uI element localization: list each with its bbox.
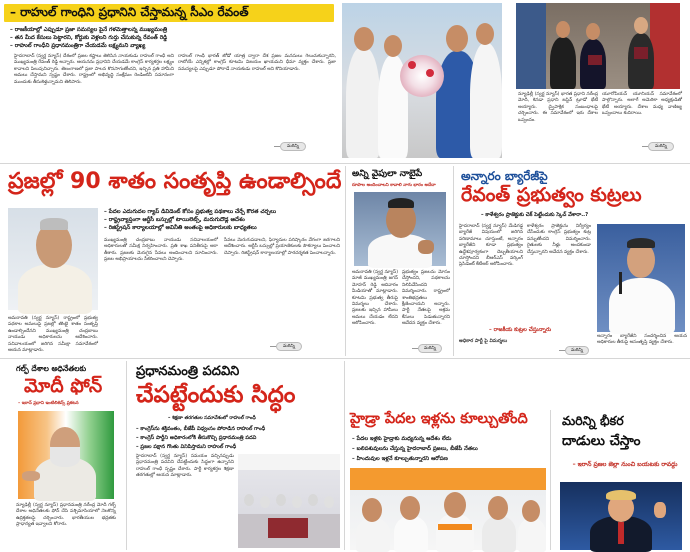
story-headline: హైడ్రా పేదల ఇళ్లను కూల్చుతోంది bbox=[350, 411, 528, 427]
story-body-col2: యూరోపియన్ యూనియన్ సమావేశంలో పాల్గొన్నారు. అలాగే అమెరికా అధ్యక్షుడితో భేటీ అయ్యారు. దేశాల మధ్య వాణిజ్య ఒప్పందాలు కుదిరాయి. bbox=[602, 92, 682, 117]
photo-ktr bbox=[597, 224, 685, 332]
divider bbox=[126, 361, 127, 550]
story-revanth-rahul bbox=[0, 0, 338, 162]
story-subheadline: – ఇరాన్ ప్రధాని ఇంటిలిజెన్స్ ప్రకటన bbox=[18, 401, 79, 406]
story-headline: ప్రజల్లో 90 శాతం సంతృప్తి ఉండాల్సిందే bbox=[8, 169, 342, 194]
story-modi-phone bbox=[0, 361, 126, 550]
story-headline: – రాహుల్ గాంధిని ప్రధానిని చేస్తామన్న సీఎం రేవంత్ bbox=[10, 5, 249, 19]
read-more-button[interactable]: మరిన్ని bbox=[648, 142, 674, 151]
story-body-col1: హైదరాబాద్ (స్వర్ణ న్యూస్) మేడిగడ్డ బ్యారేజీ విషయంలో జరిగిన పరిణామాలు చూస్తుంటే, అన్నారం బ్యారేజీని కూడా ప్రభుత్వం ఉద్దేశపూర్వకంగా దెబ్బతీయాలని చూస్తోందని బీఆర్ఎస్ వర్కింగ్ ప్రెసిడెంట్ కేటీఆర్ ఆరోపించారు. bbox=[459, 224, 523, 268]
story-body: న్యూఢిల్లీ (స్వర్ణ న్యూస్) ప్రధానమంత్రి నరేంద్ర మోదీ గల్ఫ్ దేశాల అధినేతలకు ఫోన్ చేసి పశ్చిమాసియాలో నెలకొన్న ఉద్రిక్తతలపై చర్చించారు. భారతీయుల భద్రతకు ప్రాధాన్యత ఇవ్వాలని కోరారు. bbox=[16, 503, 116, 528]
story-kicker: మరిన్ని భీకర bbox=[562, 413, 624, 428]
read-more-button[interactable]: మరిన్ని bbox=[276, 342, 302, 351]
story-headline-bar bbox=[4, 4, 334, 22]
story-headline: దాడులు చేస్తాం bbox=[562, 433, 641, 449]
divider bbox=[550, 410, 551, 550]
divider bbox=[453, 166, 454, 356]
story-rahul-pm bbox=[128, 361, 344, 550]
story-bullet: – రిజిస్ట్రేషన్ కార్యాలయాల్లో అవినీతి అంతంపై అధికారులకు బాధ్యతలు bbox=[104, 225, 257, 231]
read-more-button[interactable]: మరిన్ని bbox=[280, 142, 306, 151]
story-subheadline: – శిక్షణా తరగతుల సమావేశంలో రాహుల్ గాంధీ bbox=[168, 416, 256, 421]
story-headline: రేవంత్ ప్రభుత్వం కుట్రలు bbox=[461, 184, 642, 206]
photo-rahul-meeting bbox=[238, 454, 340, 548]
divider bbox=[0, 358, 690, 359]
story-bullet: – తన మీద కేసులు పెట్టారని, కోర్టుకు వెళ్లలని గుర్తు చేసుకున్న రేవంత్ రెడ్డి bbox=[10, 35, 168, 41]
photo-modi-meeting bbox=[516, 3, 680, 89]
story-subheadline: – ఇరాన్ ప్రజల జెల్లా నుంచి బయటకు రావద్దు bbox=[572, 461, 678, 468]
story-bullet: – రాహుల్ గాంధీని ప్రధానమంత్రిగా చేయడమే లక్ష్యమని వ్యాఖ్య bbox=[10, 43, 146, 49]
story-body-col1: అమరావతి (స్వర్ణ న్యూస్) మాజీ ముఖ్యమంత్రి జగన్ మోహన్ రెడ్డి ఆదివారం మీడియాతో మాట్లాడారు. కూటమి ప్రభుత్వ తీరుపై విమర్శలు చేశారు. ప్రజలకు ఇచ్చిన హామీలు అమలు చేయడం లేదని ఆరోపించారు. bbox=[352, 270, 398, 327]
story-bullet: – రాజకీయాల్లో ఎప్పుడూ ప్రజా సమస్యల పైనే గళమెత్తాలన్న ముఖ్యమంత్రి bbox=[10, 27, 168, 33]
divider bbox=[344, 361, 345, 550]
story-body: హైదరాబాద్ (స్వర్ణ న్యూస్) సమయం వచ్చినప్పుడు ప్రధానమంత్రి పదవిని చేపట్టేందుకు సిద్ధంగా ఉన్నానని రాహుల్ గాంధీ స్పష్టం చేశారు. పార్టీ కార్యకర్తల శిక్షణా తరగతుల్లో ఆయన మాట్లాడారు. bbox=[136, 454, 234, 479]
story-body-col2: కాళేశ్వరం ప్రాజెక్టును నిర్వీర్యం చేసేందుకు కాంగ్రెస్ ప్రభుత్వం కుట్ర పన్నుతోందని విమర్శించారు. రైతులకు నీళ్లు అందకుండా చేస్తున్నారని ఆవేదన వ్యక్తం చేశారు. bbox=[527, 224, 591, 255]
story-chandrababu bbox=[0, 166, 345, 356]
story-tag-secondary: అధికార పార్టీ పై విమర్శలు bbox=[459, 339, 508, 344]
story-bullet: – హిందువుల ఇళ్లనే కూల్చుతున్నారని ఆరోపణ bbox=[352, 456, 448, 462]
story-body-col2: ముఖ్యమంత్రి చంద్రబాబు నాయుడు సచివాలయంలో అధికారులతో సమీక్ష నిర్వహించారు. ప్రతి శాఖ పనితీరుపై ఆరా తీశారు. ప్రజలకు మెరుగైన సేవలు అందించాలని సూచించారు. ప్రజల అభిప్రాయాలను సేకరించాలని చెప్పారు. bbox=[104, 238, 218, 263]
photo-modi bbox=[18, 411, 114, 499]
read-more-button[interactable]: మరిన్ని bbox=[418, 344, 442, 353]
photo-revanth-rahul bbox=[342, 3, 502, 158]
story-bullet: – బలిపశువులను చేస్తున్న హైదరాబాద్ ప్రజలు, బీజేపీ నేతలు bbox=[352, 446, 478, 452]
photo-chandrababu bbox=[8, 208, 98, 310]
story-kicker: గల్ఫ్ దేశాల అధినేతలకు bbox=[16, 364, 87, 373]
story-iran-attacks bbox=[552, 410, 690, 550]
story-body-col3: సేవలు మెరుగుపడాలని, ఫిర్యాదుల పరిష్కారం వేగంగా జరగాలని ఆదేశించారు. ఆర్టీసీ బస్సుల్లో ప్రయాణికులకు సౌకర్యాలు పెంచాలని చెప్పారు. రిజిస్ట్రేషన్ కార్యాలయాల్లో పారదర్శకత పెంచాలన్నారు. bbox=[224, 238, 340, 256]
story-bullet: – ప్రజల పక్షాన గొంతు వినిపిస్తామని రాహుల్ గాంధీ bbox=[136, 444, 237, 450]
story-headline: చేపట్టేందుకు సిద్ధం bbox=[136, 382, 296, 408]
story-jagan bbox=[348, 166, 452, 356]
story-bullet: – కాంగ్రెస్‌ను శక్తివంతం, బీజేపీ విధ్వంసం పోరాడిన రాహుల్ గాంధీ bbox=[136, 426, 266, 432]
story-body-col2: రాహుల్ గాంధీ భారత్ జోడో యాత్ర ద్వారా దేశ ప్రజల మనసులు గెలుచుకున్నారని, రాబోయే ఎన్నికల్లో కాంగ్రెస్ కూటమి విజయం ఖాయమని ధీమా వ్యక్తం చేశారు. ప్రజా సమస్యలపై ఎప్పుడూ పోరాడే నాయకుడు రాహుల్ అని కొనియాడారు. bbox=[178, 54, 336, 72]
story-body-col1: అమరావతి (స్వర్ణ న్యూస్) రాష్ట్రంలో ప్రభుత్వ పథకాల అమలుపై ప్రజల్లో తొంభై శాతం సంతృప్తి ఉండాల్సిందేనని ముఖ్యమంత్రి చంద్రబాబు నాయుడు అధికారులను ఆదేశించారు. సచివాలయంలో జరిగిన సమీక్షా సమావేశంలో ఆయన మాట్లాడారు. bbox=[8, 316, 98, 354]
read-more-button[interactable]: మరిన్ని bbox=[565, 346, 589, 355]
story-subheadline: – కాళేశ్వరం ప్రాజెక్టుకు చెక్ పెట్టేందుకు స్కెచ్ వేశారా..? bbox=[481, 212, 589, 218]
story-bullet: – కాంగ్రెస్ పార్టీని అధికారంలోకి తీసుకొచ్చి ప్రధానమంత్రి పదవి bbox=[136, 435, 257, 441]
story-subkicker: రూపాల అందించాలని కావాలి నాగు భారం అదేదా bbox=[352, 183, 436, 188]
story-kicker: అన్నారం బ్యారేజీపై bbox=[461, 169, 548, 183]
story-bullet: – రాష్ట్రవ్యాప్తంగా ఆర్టీసీ బస్సుల్లో టాయిలెట్స్, మరుగుదొడ్ల ఆదేశం bbox=[104, 217, 245, 223]
divider bbox=[345, 166, 346, 356]
story-kicker: అన్ని వైపులా నాబైపే bbox=[352, 169, 423, 179]
story-body-col2: ప్రభుత్వం ప్రజలను మోసం చేస్తోందని, పథకాలను నిలిపివేసిందని విమర్శించారు. రాష్ట్రంలో శాంతిభద్రతలు క్షీణించాయని అన్నారు. పార్టీ నేతలపై అక్రమ కేసులు పెడుతున్నారని ఆవేదన వ్యక్తం చేశారు. bbox=[402, 270, 450, 327]
story-body-col3: అన్నారం బ్యారేజీని సందర్శించిన ఆయన అధికారుల తీరుపై అసంతృప్తి వ్యక్తం చేశారు. bbox=[597, 334, 687, 346]
story-annaram-barrage bbox=[455, 166, 690, 356]
photo-trump bbox=[560, 482, 682, 550]
story-hydra bbox=[346, 410, 550, 550]
story-modi-meeting bbox=[510, 0, 690, 160]
story-body-col1: న్యూఢిల్లీ (స్వర్ణ న్యూస్) భారత ప్రధాని నరేంద్ర మోదీ, కెనడా ప్రధాని జస్టిన్ ట్రూడో భేటీ అయ్యారు. ద్వైపాక్షిక సంబంధాలపై చర్చించారు. ఈ సమావేశంలో ఇరు దేశాల ఒప్పందం. bbox=[518, 92, 598, 123]
photo-bjp-leaders bbox=[350, 468, 546, 550]
story-headline: మోదీ ఫోన్ bbox=[24, 375, 103, 397]
divider bbox=[0, 163, 690, 164]
story-bullet: – పేదల ఇళ్లకు హైడ్రాకు మధ్యనున్న ఆదేశం లేదు bbox=[352, 436, 452, 442]
story-bullet: – పేదల ఎదుగుదల గ్యాప్ డివిడెంట్ కోసం ప్రభుత్వ పథకాలు చేర్చే కొరత చర్చలు bbox=[104, 209, 277, 215]
story-body-col1: హైదరాబాద్ (స్వర్ణ న్యూస్) దేశంలో ప్రజల కష్టాలు తెలిసిన నాయకుడు రాహుల్ గాంధీ అని ముఖ్యమంత్రి రేవంత్ రెడ్డి అన్నారు. ఆయనను ప్రధానిని చేయడమే కాంగ్రెస్ కార్యకర్తల లక్ష్యం కావాలని పిలుపునిచ్చారు. తెలంగాణలో ప్రజా పాలన కొనసాగుతోందని, ఇచ్చిన ప్రతి హామీని అమలు చేస్తామని స్పష్టం చేశారు. రాష్ట్రంలో అభివృద్ధి సంక్షేమం రెండింటినీ సమానంగా ముందుకు తీసుకెళ్తున్నామని తెలిపారు. bbox=[14, 54, 174, 85]
photo-jagan bbox=[354, 192, 446, 266]
story-kicker: ప్రధానమంత్రి పదవిని bbox=[136, 364, 240, 379]
story-tag: – రాజకీయ కుట్రల చేస్తున్నారు bbox=[489, 327, 552, 333]
